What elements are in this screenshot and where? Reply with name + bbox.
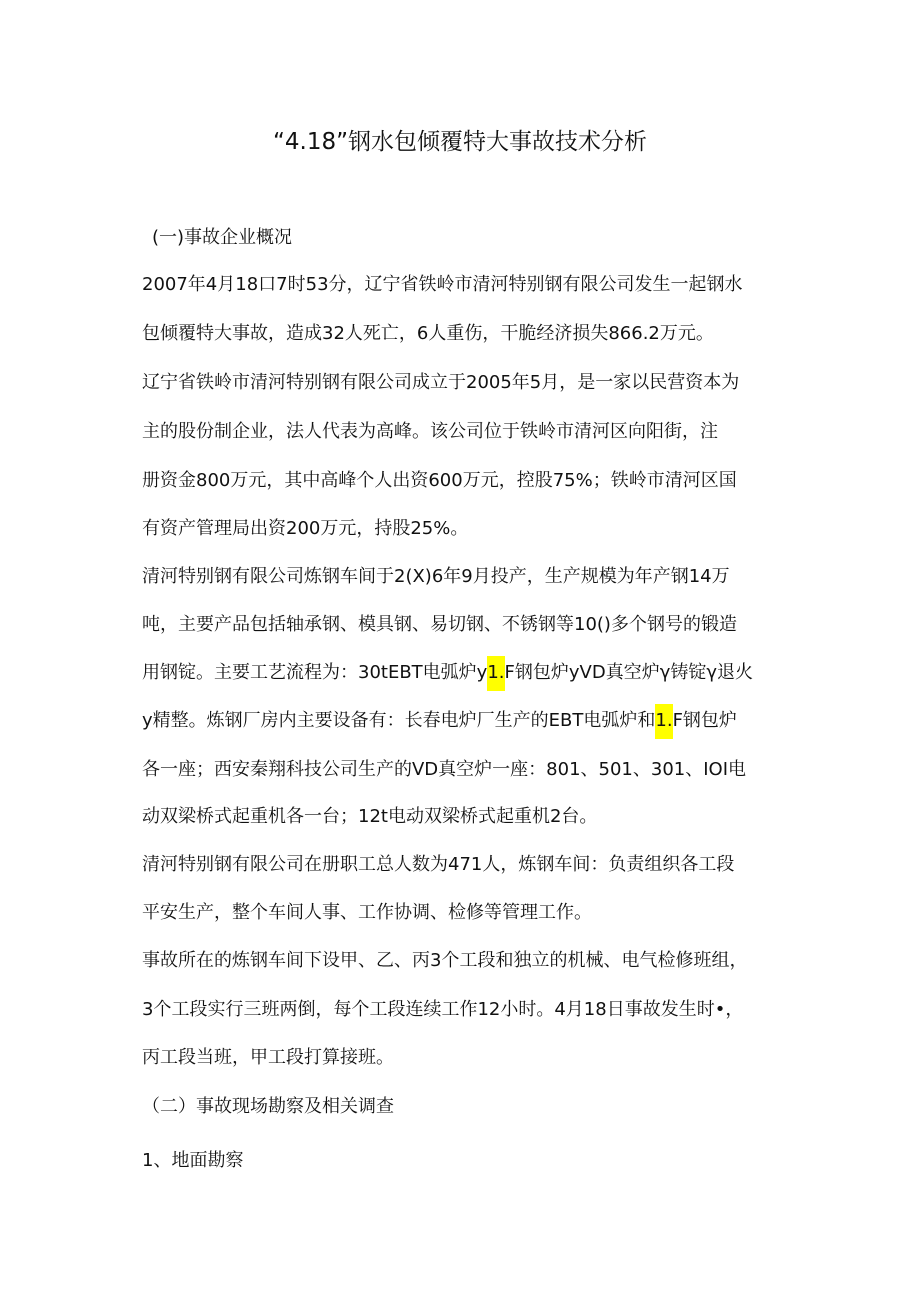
paragraph-3-line-2: 吨，主要产品包括轴承钢、模具钢、易切钢、不锈钢等10()多个钢号的锻造	[142, 614, 737, 635]
paragraph-3-line-4	[142, 707, 737, 735]
paragraph-3-line-3	[142, 659, 753, 687]
paragraph-3-line-1: 清河特别钢有限公司炼钢车间于2(X)6年9月投产，生产规模为年产钢14万	[142, 566, 730, 587]
paragraph-2-line-4: 有资产管理局出资200万元，持股25%。	[142, 518, 469, 539]
paragraph-3-line-5: 各一座；西安秦翔科技公司生产的VD真空炉一座：801、501、301、IOI电	[142, 759, 747, 780]
highlighted-text: 1.	[487, 656, 504, 691]
paragraph-1-line-2: 包倾覆特大事故，造成32人死亡，6人重伤，干脆经济损失866.2万元。	[142, 323, 714, 344]
paragraph-5-line-3: 丙工段当班，甲工段打算接班。	[142, 1047, 394, 1068]
paragraph-2-line-2: 主的股份制企业，法人代表为高峰。该公司位于铁岭市清河区向阳街，注	[142, 421, 718, 442]
subsection-heading-1: 1、地面勘察	[142, 1150, 244, 1171]
paragraph-3-line-4-part-b: F钢包炉	[672, 710, 737, 731]
section-heading-2: （二）事故现场勘察及相关调查	[142, 1096, 394, 1117]
paragraph-5-line-1: 事故所在的炼钢车间下设甲、乙、丙3个工段和独立的机械、电气检修班组，	[142, 950, 748, 971]
paragraph-1-line-1: 2007年4月18口7时53分，辽宁省铁岭市清河特别钢有限公司发生一起钢水	[142, 274, 743, 295]
paragraph-2-line-1: 辽宁省铁岭市清河特别钢有限公司成立于2005年5月，是一家以民营资本为	[142, 372, 740, 393]
paragraph-3-line-3-part-a: 用钢锭。主要工艺流程为：30tEBT电弧炉y	[142, 662, 488, 683]
paragraph-2-line-3: 册资金800万元，其中高峰个人出资600万元，控股75%；铁岭市清河区国	[142, 470, 737, 491]
section-heading-1: (一)事故企业概况	[152, 227, 293, 248]
paragraph-3-line-4-part-a: y精整。炼钢厂房内主要设备有：长春电炉厂生产的EBT电弧炉和	[142, 710, 656, 731]
document-title: “4.18”钢水包倾覆特大事故技术分析	[272, 129, 648, 155]
highlighted-text: 1.	[655, 704, 672, 739]
paragraph-3-line-3-part-b: F钢包炉yVD真空炉γ铸锭γ退火	[504, 662, 754, 683]
paragraph-5-line-2: 3个工段实行三班两倒，每个工段连续工作12小时。4月18日事故发生时•，	[142, 999, 744, 1020]
paragraph-3-line-6: 动双梁桥式起重机各一台；12t电动双梁桥式起重机2台。	[142, 806, 598, 827]
paragraph-4-line-1: 清河特别钢有限公司在册职工总人数为471人，炼钢车间：负责组织各工段	[142, 854, 735, 875]
paragraph-4-line-2: 平安生产，整个车间人事、工作协调、检修等管理工作。	[142, 902, 592, 923]
